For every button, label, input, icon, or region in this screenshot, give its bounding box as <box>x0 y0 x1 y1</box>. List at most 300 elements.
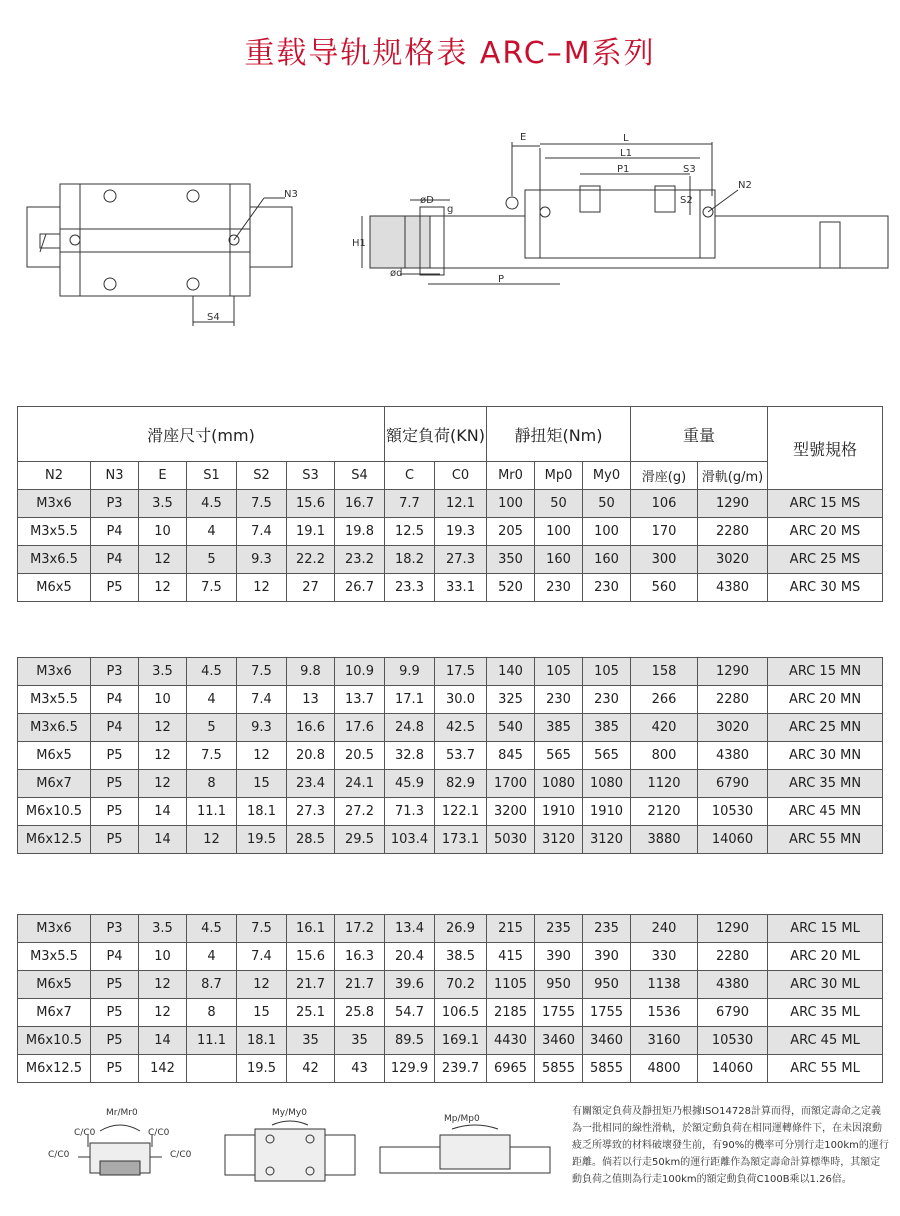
table-cell: 21.7 <box>335 971 385 999</box>
table-cell: 2280 <box>698 518 768 546</box>
table-cell: 12 <box>139 546 187 574</box>
table-cell: 420 <box>631 714 698 742</box>
table-cell: 16.7 <box>335 490 385 518</box>
table-cell: 30.0 <box>435 686 487 714</box>
table-cell: 13.7 <box>335 686 385 714</box>
table-cell: 520 <box>487 574 535 602</box>
header-model-group: 型號規格 <box>768 407 883 490</box>
table-cell: 10 <box>139 518 187 546</box>
load-direction-icons <box>0 1095 560 1205</box>
table-cell: 3.5 <box>139 490 187 518</box>
table-row <box>18 546 883 574</box>
table-cell: M3x5.5 <box>18 686 91 714</box>
icon-label-c-far-right: C/C0 <box>170 1150 192 1160</box>
label-n2: N2 <box>738 180 752 191</box>
table-cell: 39.6 <box>385 971 435 999</box>
table-cell: 50 <box>535 490 583 518</box>
table-cell: 27.2 <box>335 798 385 826</box>
table-cell: M3x5.5 <box>18 518 91 546</box>
table-cell: 35 <box>335 1027 385 1055</box>
table-cell: 950 <box>583 971 631 999</box>
table-cell: M6x5 <box>18 742 91 770</box>
table-cell: 23.3 <box>385 574 435 602</box>
table-cell: 5 <box>187 546 237 574</box>
table-cell: 12 <box>139 742 187 770</box>
table-cell: 20.5 <box>335 742 385 770</box>
table-cell: ARC 35 MN <box>768 770 883 798</box>
table-cell: 22.2 <box>287 546 335 574</box>
table-cell: 27.3 <box>287 798 335 826</box>
table-cell: 1536 <box>631 999 698 1027</box>
table-cell: 53.7 <box>435 742 487 770</box>
table-row <box>18 1027 883 1055</box>
table-cell: 26.9 <box>435 915 487 943</box>
label-l1: L1 <box>620 148 632 159</box>
label-h1: H1 <box>352 238 366 249</box>
table-cell: 4800 <box>631 1055 698 1083</box>
table-cell: 415 <box>487 943 535 971</box>
table-cell: 71.3 <box>385 798 435 826</box>
table-cell: 23.2 <box>335 546 385 574</box>
table-cell: 38.5 <box>435 943 487 971</box>
table-cell: 1290 <box>698 658 768 686</box>
table-cell: 1700 <box>487 770 535 798</box>
table-cell: 35 <box>287 1027 335 1055</box>
table-cell: 17.5 <box>435 658 487 686</box>
table-row <box>18 742 883 770</box>
table-cell: 1910 <box>583 798 631 826</box>
table-cell: P5 <box>91 1027 139 1055</box>
label-e: E <box>520 132 527 143</box>
table-cell: P4 <box>91 518 139 546</box>
table-cell: 105 <box>535 658 583 686</box>
table-cell: 3160 <box>631 1027 698 1055</box>
table-cell: P3 <box>91 490 139 518</box>
table-cell: 9.9 <box>385 658 435 686</box>
table-cell: 390 <box>583 943 631 971</box>
header-weight-group: 重量 <box>631 407 768 462</box>
table-cell: ARC 55 ML <box>768 1055 883 1083</box>
table-cell: 1290 <box>698 490 768 518</box>
table-cell: P4 <box>91 546 139 574</box>
table-cell: 105 <box>583 658 631 686</box>
spec-table-mn <box>17 657 883 854</box>
table-cell: 43 <box>335 1055 385 1083</box>
table-cell: 12.1 <box>435 490 487 518</box>
table-cell: M6x7 <box>18 999 91 1027</box>
table-cell: 4 <box>187 943 237 971</box>
table-cell: 7.4 <box>237 686 287 714</box>
table-cell: P4 <box>91 714 139 742</box>
table-cell: 20.8 <box>287 742 335 770</box>
table-cell: 14 <box>139 826 187 854</box>
table-cell: 3460 <box>583 1027 631 1055</box>
table-cell: 6790 <box>698 770 768 798</box>
header-col: E <box>139 462 187 490</box>
table-cell: 1105 <box>487 971 535 999</box>
table-cell: 169.1 <box>435 1027 487 1055</box>
table-cell: P4 <box>91 686 139 714</box>
table-cell: 4 <box>187 686 237 714</box>
table-cell: 25.1 <box>287 999 335 1027</box>
table-cell: 3120 <box>583 826 631 854</box>
technical-drawing <box>0 0 900 340</box>
table-cell: 16.3 <box>335 943 385 971</box>
table-cell: 5030 <box>487 826 535 854</box>
table-cell: 16.1 <box>287 915 335 943</box>
table-cell: 1138 <box>631 971 698 999</box>
table-cell: P5 <box>91 1055 139 1083</box>
table-cell: 540 <box>487 714 535 742</box>
table-cell: ARC 20 MS <box>768 518 883 546</box>
table-cell: 1120 <box>631 770 698 798</box>
table-cell: 12.5 <box>385 518 435 546</box>
table-cell: 142 <box>139 1055 187 1083</box>
table-cell: 8.7 <box>187 971 237 999</box>
table-cell: 5855 <box>535 1055 583 1083</box>
table-cell: 385 <box>583 714 631 742</box>
table-row <box>18 490 883 518</box>
table-cell: 7.4 <box>237 943 287 971</box>
table-cell: 15.6 <box>287 490 335 518</box>
table-cell: 845 <box>487 742 535 770</box>
table-cell: P5 <box>91 798 139 826</box>
label-l: L <box>623 133 629 144</box>
label-od-small: ød <box>390 268 403 279</box>
table-cell: 6965 <box>487 1055 535 1083</box>
icon-label-c-right: C/C0 <box>148 1128 170 1138</box>
page-title: 重载导轨规格表 ARC–M系列 <box>244 36 656 71</box>
label-g: g <box>447 204 454 215</box>
table-cell: 4.5 <box>187 490 237 518</box>
header-load-group: 額定負荷(KN) <box>385 407 487 462</box>
table-cell: 13 <box>287 686 335 714</box>
header-col: C <box>385 462 435 490</box>
table-cell: M6x12.5 <box>18 826 91 854</box>
table-cell: 4380 <box>698 742 768 770</box>
table-cell: 230 <box>583 686 631 714</box>
table-cell: 28.5 <box>287 826 335 854</box>
label-od-big: øD <box>420 195 434 206</box>
table-cell: 89.5 <box>385 1027 435 1055</box>
table-cell: 20.4 <box>385 943 435 971</box>
table-cell: 18.2 <box>385 546 435 574</box>
rating-note: 有關額定負荷及靜扭矩乃根據ISO14728計算而得，而額定壽命之定義為一批相同的線性滑軌，於額定動負荷在相同運轉條件下，在未因滾動疲乏所導致的材料破壞發生前，有90%的機率可分別行走100km的運行距離。倘若以行走50km的運行距離作為額定壽命計算標準時，其額定動負荷之值則為行走100km的額定動負荷C100B乘以1.26倍。 <box>572 1106 889 1185</box>
table-cell: M3x5.5 <box>18 943 91 971</box>
table-cell: 106 <box>631 490 698 518</box>
table-cell: 14060 <box>698 826 768 854</box>
header-col: S2 <box>237 462 287 490</box>
table-cell: 13.4 <box>385 915 435 943</box>
header-col: C0 <box>435 462 487 490</box>
table-cell: 10530 <box>698 798 768 826</box>
table-cell: 14 <box>139 798 187 826</box>
table-cell: 32.8 <box>385 742 435 770</box>
table-cell: 1755 <box>535 999 583 1027</box>
table-cell: 3460 <box>535 1027 583 1055</box>
table-row <box>18 943 883 971</box>
table-cell: 25.8 <box>335 999 385 1027</box>
table-cell: 1080 <box>583 770 631 798</box>
table-cell: 7.5 <box>237 490 287 518</box>
table-cell: M3x6 <box>18 658 91 686</box>
table-cell: M6x5 <box>18 971 91 999</box>
table-cell: 1910 <box>535 798 583 826</box>
header-col: S3 <box>287 462 335 490</box>
table-cell: 3020 <box>698 546 768 574</box>
table-cell: 45.9 <box>385 770 435 798</box>
table-cell: P5 <box>91 999 139 1027</box>
table-row <box>18 999 883 1027</box>
table-cell: 2280 <box>698 686 768 714</box>
table-cell: 24.8 <box>385 714 435 742</box>
table-cell: 14060 <box>698 1055 768 1083</box>
table-cell: 12 <box>139 999 187 1027</box>
table-cell: ARC 30 MN <box>768 742 883 770</box>
header-col: My0 <box>583 462 631 490</box>
table-cell: 3020 <box>698 714 768 742</box>
table-cell: M3x6.5 <box>18 546 91 574</box>
icon-label-mp: Mp/Mp0 <box>444 1114 480 1124</box>
label-n3: N3 <box>284 189 298 200</box>
label-p: P <box>498 274 505 285</box>
table-cell <box>187 1055 237 1083</box>
table-cell: P5 <box>91 770 139 798</box>
table-cell: 24.1 <box>335 770 385 798</box>
table-cell: 4.5 <box>187 658 237 686</box>
table-row <box>18 971 883 999</box>
table-cell: 18.1 <box>237 1027 287 1055</box>
table-cell: 100 <box>583 518 631 546</box>
table-cell: 325 <box>487 686 535 714</box>
header-torque-group: 靜扭矩(Nm) <box>487 407 631 462</box>
table-cell: 4.5 <box>187 915 237 943</box>
table-row <box>18 574 883 602</box>
table-cell: 230 <box>535 686 583 714</box>
spec-table-ml <box>17 914 883 1083</box>
table-cell: 11.1 <box>187 798 237 826</box>
table-cell: ARC 20 MN <box>768 686 883 714</box>
table-cell: M6x7 <box>18 770 91 798</box>
spec-table-ms <box>17 406 883 602</box>
table-cell: 9.8 <box>287 658 335 686</box>
table-cell: 29.5 <box>335 826 385 854</box>
table-cell: 129.9 <box>385 1055 435 1083</box>
table-cell: P3 <box>91 658 139 686</box>
header-col: 滑軌(g/m) <box>698 462 768 490</box>
table-cell: ARC 15 MS <box>768 490 883 518</box>
table-cell: M6x10.5 <box>18 1027 91 1055</box>
table-cell: 7.4 <box>237 518 287 546</box>
table-cell: 160 <box>583 546 631 574</box>
table-cell: 800 <box>631 742 698 770</box>
table-cell: 10.9 <box>335 658 385 686</box>
table-cell: 3880 <box>631 826 698 854</box>
table-cell: ARC 35 ML <box>768 999 883 1027</box>
table-cell: 235 <box>583 915 631 943</box>
table-cell: 230 <box>583 574 631 602</box>
table-cell: 140 <box>487 658 535 686</box>
table-cell: 16.6 <box>287 714 335 742</box>
table-cell: 4430 <box>487 1027 535 1055</box>
table-cell: 18.1 <box>237 798 287 826</box>
table-cell: 12 <box>237 574 287 602</box>
table-cell: M3x6.5 <box>18 714 91 742</box>
table-cell: 10530 <box>698 1027 768 1055</box>
table-cell: 27.3 <box>435 546 487 574</box>
label-s4: S4 <box>207 312 220 323</box>
table-cell: ARC 25 MS <box>768 546 883 574</box>
table-cell: 15 <box>237 999 287 1027</box>
table-cell: 100 <box>487 490 535 518</box>
table-cell: 14 <box>139 1027 187 1055</box>
table-cell: 950 <box>535 971 583 999</box>
table-row <box>18 518 883 546</box>
table-row <box>18 826 883 854</box>
table-cell: ARC 25 MN <box>768 714 883 742</box>
icon-label-mr: Mr/Mr0 <box>106 1108 138 1118</box>
table-cell: 15.6 <box>287 943 335 971</box>
header-col: N2 <box>18 462 91 490</box>
table-cell: 1290 <box>698 915 768 943</box>
table-row <box>18 798 883 826</box>
table-cell: 7.7 <box>385 490 435 518</box>
table-row <box>18 658 883 686</box>
table-cell: 42 <box>287 1055 335 1083</box>
table-cell: 390 <box>535 943 583 971</box>
table-cell: 50 <box>583 490 631 518</box>
table-cell: ARC 15 MN <box>768 658 883 686</box>
table-cell: 2185 <box>487 999 535 1027</box>
icon-label-my: My/My0 <box>272 1108 307 1118</box>
table-cell: 158 <box>631 658 698 686</box>
table-cell: 266 <box>631 686 698 714</box>
table-cell: ARC 30 MS <box>768 574 883 602</box>
table-cell: ARC 45 MN <box>768 798 883 826</box>
table-cell: ARC 55 MN <box>768 826 883 854</box>
table-row <box>18 915 883 943</box>
table-cell: 3200 <box>487 798 535 826</box>
table-cell: 10 <box>139 686 187 714</box>
table-cell: 2120 <box>631 798 698 826</box>
table-cell: 215 <box>487 915 535 943</box>
table-cell: 7.5 <box>237 658 287 686</box>
table-cell: ARC 45 ML <box>768 1027 883 1055</box>
table-cell: 1755 <box>583 999 631 1027</box>
table-cell: 4380 <box>698 971 768 999</box>
table-cell: 12 <box>237 742 287 770</box>
table-cell: M6x10.5 <box>18 798 91 826</box>
table-cell: M3x6 <box>18 490 91 518</box>
table-cell: 12 <box>139 574 187 602</box>
table-cell: 2280 <box>698 943 768 971</box>
table-cell: 3120 <box>535 826 583 854</box>
table-cell: 8 <box>187 770 237 798</box>
table-cell: 122.1 <box>435 798 487 826</box>
table-cell: 19.1 <box>287 518 335 546</box>
table-cell: 8 <box>187 999 237 1027</box>
table-cell: 15 <box>237 770 287 798</box>
header-col: Mp0 <box>535 462 583 490</box>
table-cell: 17.1 <box>385 686 435 714</box>
table-cell: 565 <box>583 742 631 770</box>
table-cell: 12 <box>237 971 287 999</box>
table-cell: 230 <box>535 574 583 602</box>
table-cell: M3x6 <box>18 915 91 943</box>
table-cell: 385 <box>535 714 583 742</box>
icon-label-c-left: C/C0 <box>74 1128 96 1138</box>
table-cell: 70.2 <box>435 971 487 999</box>
table-cell: P3 <box>91 915 139 943</box>
table-cell: 19.8 <box>335 518 385 546</box>
label-p1: P1 <box>617 164 630 175</box>
table-cell: 4 <box>187 518 237 546</box>
table-cell: 240 <box>631 915 698 943</box>
table-cell: 3.5 <box>139 658 187 686</box>
table-cell: 239.7 <box>435 1055 487 1083</box>
header-dim-group: 滑座尺寸(mm) <box>18 407 385 462</box>
table-cell: 7.5 <box>187 574 237 602</box>
table-cell: 1080 <box>535 770 583 798</box>
table-cell: ARC 15 ML <box>768 915 883 943</box>
table-cell: 19.5 <box>237 826 287 854</box>
table-cell: 350 <box>487 546 535 574</box>
table-cell: 12 <box>139 971 187 999</box>
table-cell: 33.1 <box>435 574 487 602</box>
table-cell: 5 <box>187 714 237 742</box>
table-cell: 160 <box>535 546 583 574</box>
header-col: Mr0 <box>487 462 535 490</box>
table-cell: 10 <box>139 943 187 971</box>
table-cell: P4 <box>91 943 139 971</box>
table-cell: 3.5 <box>139 915 187 943</box>
table-cell: 100 <box>535 518 583 546</box>
header-col: N3 <box>91 462 139 490</box>
table-cell: 9.3 <box>237 546 287 574</box>
table-cell: 42.5 <box>435 714 487 742</box>
label-s2: S2 <box>680 195 693 206</box>
table-cell: P5 <box>91 971 139 999</box>
table-row <box>18 770 883 798</box>
table-cell: 23.4 <box>287 770 335 798</box>
table-cell: 12 <box>139 770 187 798</box>
table-cell: 9.3 <box>237 714 287 742</box>
table-cell: 11.1 <box>187 1027 237 1055</box>
table-cell: 103.4 <box>385 826 435 854</box>
label-s3: S3 <box>683 164 696 175</box>
table-cell: 26.7 <box>335 574 385 602</box>
table-cell: P5 <box>91 826 139 854</box>
header-col: S4 <box>335 462 385 490</box>
table-cell: P5 <box>91 574 139 602</box>
table-cell: 7.5 <box>187 742 237 770</box>
table-cell: 330 <box>631 943 698 971</box>
table-cell: 106.5 <box>435 999 487 1027</box>
table-cell: 6790 <box>698 999 768 1027</box>
table-cell: M6x5 <box>18 574 91 602</box>
icon-label-c-far-left: C/C0 <box>48 1150 70 1160</box>
table-cell: 82.9 <box>435 770 487 798</box>
table-cell: 17.6 <box>335 714 385 742</box>
table-cell: 560 <box>631 574 698 602</box>
table-cell: ARC 30 ML <box>768 971 883 999</box>
table-cell: 21.7 <box>287 971 335 999</box>
header-col: 滑座(g) <box>631 462 698 490</box>
table-cell: P5 <box>91 742 139 770</box>
table-row <box>18 714 883 742</box>
table-cell: 19.5 <box>237 1055 287 1083</box>
table-cell: 205 <box>487 518 535 546</box>
